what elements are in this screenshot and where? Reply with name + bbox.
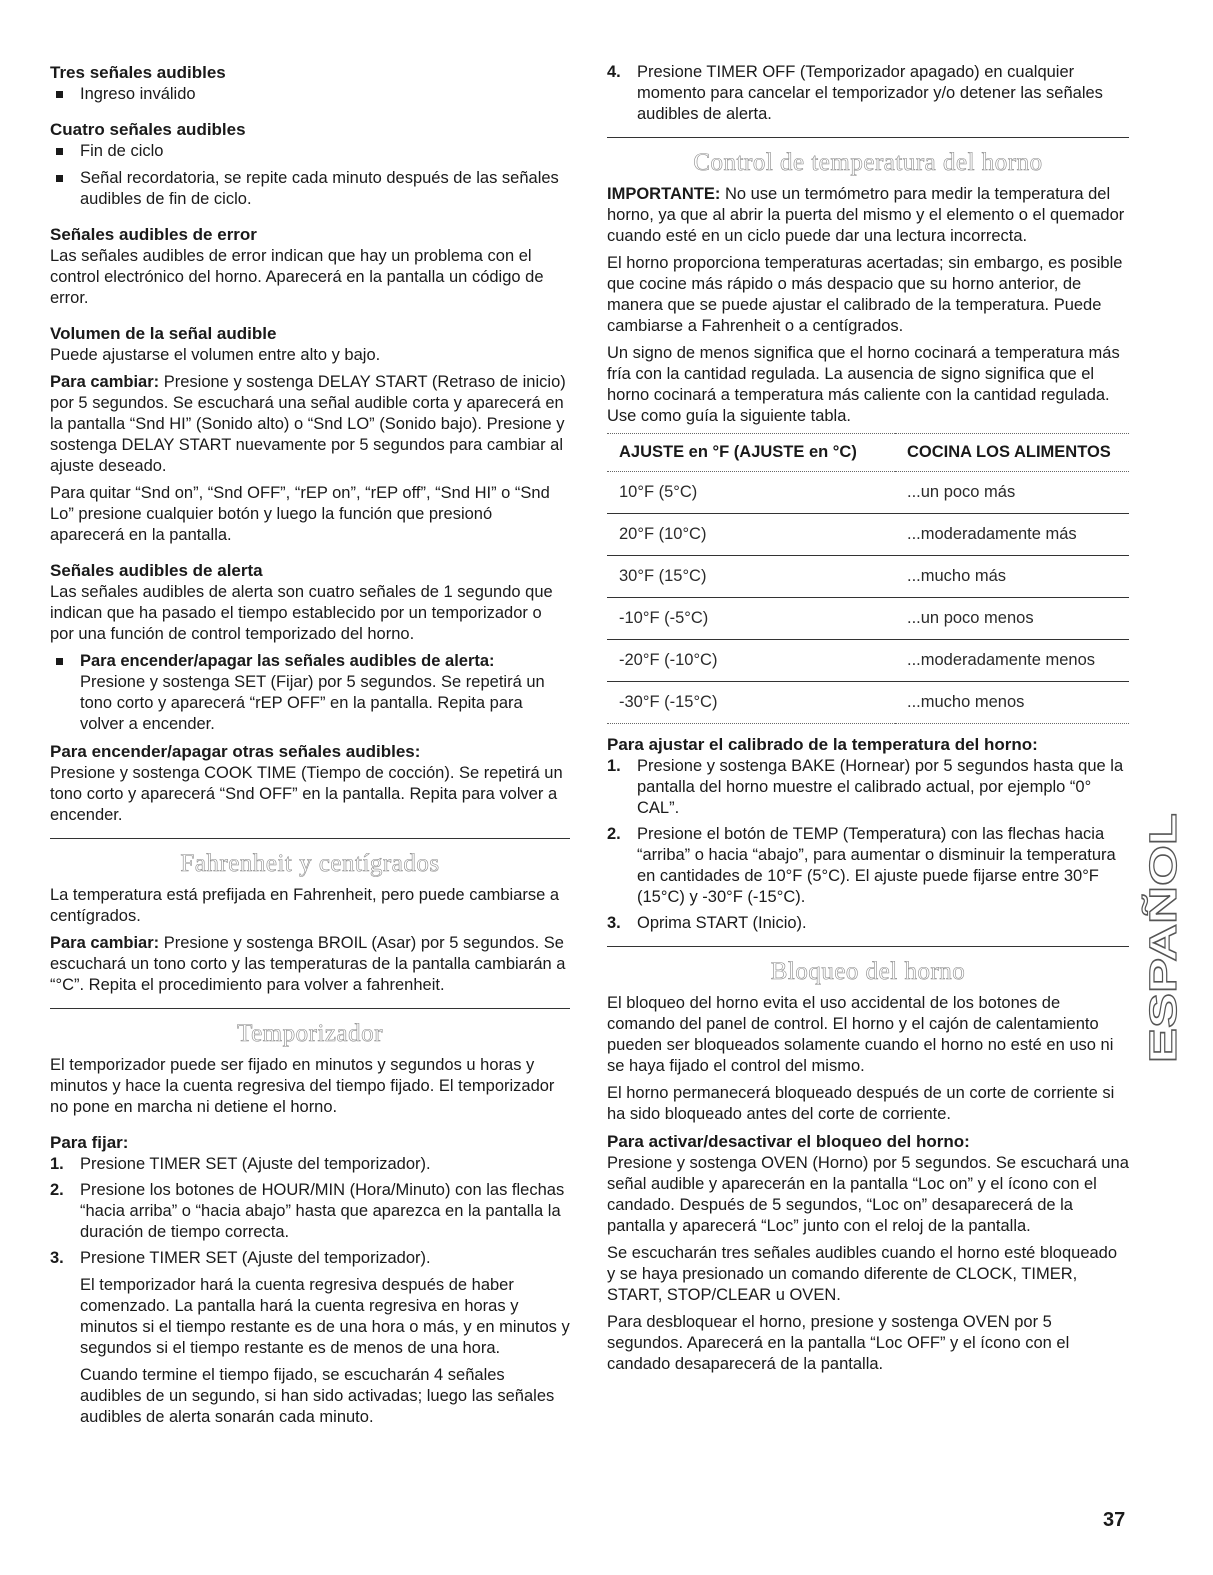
divider	[50, 838, 570, 839]
paragraph: El horno permanecerá bloqueado después de un corte de corriente si ha sido bloqueado antes del corte de corriente.	[607, 1084, 1115, 1123]
section-title-fahrenheit: Fahrenheit y centígrados	[180, 850, 440, 877]
list-item: Ingreso inválido	[50, 84, 570, 105]
table-row	[607, 514, 1129, 556]
divider	[50, 1008, 570, 1009]
paragraph	[50, 933, 570, 996]
step-number: 2.	[607, 825, 621, 843]
table-row	[607, 556, 1129, 598]
cell-cocina: ...un poco menos	[895, 598, 1129, 640]
list-cuatro-senales	[50, 141, 570, 210]
step-number: 4.	[607, 63, 621, 81]
table-header-row	[607, 434, 1129, 472]
heading-tres-senales: Tres señales audibles	[50, 63, 226, 82]
table-row	[607, 472, 1129, 514]
step-number: 2.	[50, 1181, 64, 1199]
table-row	[607, 640, 1129, 682]
step-text: Presione los botones de HOUR/MIN (Hora/Minuto) con las flechas “hacia arriba” o “hacia abajo” hasta que aparezca en la pantalla la duración de tiempo correcta.	[80, 1181, 565, 1241]
paragraph: Para desbloquear el horno, presione y sostenga OVEN por 5 segundos. Aparecerá en la pantalla “Loc OFF” y el ícono con el candado desaparecerá de la pantalla.	[607, 1313, 1070, 1373]
section-title-control-temperatura: Control de temperatura del horno	[693, 149, 1043, 176]
cell-ajuste: 10°F (5°C)	[607, 472, 895, 514]
column-header-ajuste: AJUSTE en °F (AJUSTE en °C)	[607, 434, 895, 472]
cell-cocina: ...un poco más	[895, 472, 1129, 514]
heading-senales-alerta: Señales audibles de alerta	[50, 561, 263, 580]
list-item	[50, 1180, 570, 1243]
paragraph: Un signo de menos significa que el horno cocinará a temperatura más fría con la cantidad regulada. La ausencia de signo significa que el horno cocinará a temperatura más caliente con la cantidad regulada. Use como guía la siguiente tabla.	[607, 344, 1120, 425]
list-item	[50, 1248, 570, 1428]
paragraph: La temperatura está prefijada en Fahrenheit, pero puede cambiarse a centígrados.	[50, 886, 560, 925]
bullet-title: Para encender/apagar las señales audibles de alerta:	[80, 652, 495, 670]
cell-ajuste: 30°F (15°C)	[607, 556, 895, 598]
table-row	[607, 598, 1129, 640]
paragraph: Presione y sostenga COOK TIME (Tiempo de cocción). Se repetirá un tono corto y aparecerá “Snd OFF” en la pantalla. Repita para volver a encender.	[50, 764, 563, 824]
cell-cocina: ...mucho menos	[895, 682, 1129, 724]
list-item	[607, 824, 1129, 908]
step-text: Oprima START (Inicio).	[637, 914, 807, 932]
step-paragraph: Cuando termine el tiempo fijado, se escucharán 4 señales audibles de un segundo, si han sido activadas; luego las señales audibles de alerta sonarán cada minuto.	[80, 1366, 555, 1426]
section-title-bloqueo: Bloqueo del horno	[770, 958, 966, 985]
table-row	[607, 682, 1129, 724]
step-paragraph: El temporizador hará la cuenta regresiva después de haber comenzado. La pantalla hará la cuenta regresiva en horas y minutos si el tiempo restante es de una hora o más, y en minutos y segundos si el tiempo restante es de menos de una hora.	[80, 1276, 570, 1357]
step-number: 1.	[607, 757, 621, 775]
left-column	[50, 62, 570, 1434]
list-alerta	[50, 651, 570, 735]
paragraph: Las señales audibles de alerta son cuatro señales de 1 segundo que indican que ha pasado el tiempo establecido por un temporizador o por una función de control temporizado del horno.	[50, 583, 553, 643]
paragraph: Presione y sostenga OVEN (Horno) por 5 segundos. Se escuchará una señal audible y aparecerán en la pantalla “Loc on” y el ícono con el candado. Después de 5 segundos, “Loc on” desaparecerá de la pantalla y aparecerá “Loc” junto con el reloj de la pantalla.	[607, 1154, 1129, 1235]
paragraph: Para quitar “Snd on”, “Snd OFF”, “rEP on”, “rEP off”, “Snd HI” o “Snd Lo” presione cualquier botón y luego la función que presionó aparecerá en la pantalla.	[50, 484, 550, 544]
list-tres-senales	[50, 84, 570, 105]
cell-ajuste: -10°F (-5°C)	[607, 598, 895, 640]
text-span: No use un termómetro para medir la temperatura del horno, ya que al abrir la puerta del mismo y el elemento o el quemador cuando esté en un ciclo puede dar una lectura incorrecta.	[607, 185, 1125, 245]
paragraph: Puede ajustarse el volumen entre alto y bajo.	[50, 346, 381, 364]
cell-ajuste: -20°F (-10°C)	[607, 640, 895, 682]
label-para-cambiar: Para cambiar:	[50, 934, 160, 952]
list-item	[607, 756, 1129, 819]
heading-calibrado: Para ajustar el calibrado de la temperatura del horno:	[607, 735, 1038, 754]
divider	[607, 946, 1129, 947]
label-para-cambiar: Para cambiar:	[50, 373, 160, 391]
heading-cuatro-senales: Cuatro señales audibles	[50, 120, 246, 139]
column-header-cocina: COCINA LOS ALIMENTOS	[895, 434, 1129, 472]
language-side-tab	[1143, 805, 1186, 1067]
cell-cocina: ...mucho más	[895, 556, 1129, 598]
step-text: Presione TIMER SET (Ajuste del temporizador).	[80, 1249, 431, 1267]
paragraph: Se escucharán tres señales audibles cuando el horno esté bloqueado y se haya presionado un comando diferente de CLOCK, TIMER, START, STOP/CLEAR u OVEN.	[607, 1244, 1118, 1304]
heading-activar-bloqueo: Para activar/desactivar el bloqueo del horno:	[607, 1132, 970, 1151]
step-number: 3.	[50, 1249, 64, 1267]
paragraph: El temporizador puede ser fijado en minutos y segundos u horas y minutos y hace la cuenta regresiva del tiempo fijado. El temporizador no pone en marcha ni detiene el horno.	[50, 1056, 555, 1116]
step-text: Presione el botón de TEMP (Temperatura) con las flechas hacia “arriba” o hacia “abajo”, para aumentar o disminuir la temperatura en cantidades de 10°F (5°C). El ajuste puede fijarse entre 30°F (15°C) y -30°F (-15°C).	[637, 825, 1116, 906]
step-number: 3.	[607, 914, 621, 932]
step-text: Presione y sostenga BAKE (Hornear) por 5 segundos hasta que la pantalla del horno muestre el calibrado actual, por ejemplo “0° CAL”.	[637, 757, 1124, 817]
paragraph: El bloqueo del horno evita el uso accidental de los botones de comando del panel de control. El horno y el cajón de calentamiento pueden ser bloqueados solamente cuando el horno no esté en uso ni se haya fijado el control del mismo.	[607, 994, 1114, 1075]
paragraph: Las señales audibles de error indican que hay un problema con el control electrónico del horno. Aparecerá en la pantalla un código de error.	[50, 247, 544, 307]
steps-temporizador-continued	[607, 62, 1129, 125]
step-text: Presione TIMER SET (Ajuste del temporizador).	[80, 1155, 431, 1173]
label-importante: IMPORTANTE:	[607, 185, 721, 203]
list-item: Fin de ciclo	[50, 141, 570, 162]
step-number: 1.	[50, 1155, 64, 1173]
right-column	[607, 62, 1129, 1381]
heading-senales-error: Señales audibles de error	[50, 225, 257, 244]
list-item: Señal recordatoria, se repite cada minuto después de las señales audibles de fin de ciclo.	[50, 168, 570, 210]
list-item	[607, 62, 1129, 125]
page-number: 37	[1103, 1509, 1126, 1531]
step-text: Presione TIMER OFF (Temporizador apagado) en cualquier momento para cancelar el temporizador y/o detener las señales audibles de alerta.	[637, 63, 1103, 123]
heading-otras-senales: Para encender/apagar otras señales audibles:	[50, 742, 421, 761]
language-side-tab-text: ESPAÑOL	[1143, 882, 1185, 1063]
divider	[607, 137, 1129, 138]
section-title-temporizador: Temporizador	[237, 1020, 383, 1047]
steps-temporizador	[50, 1154, 570, 1428]
list-item	[50, 1154, 570, 1175]
paragraph	[50, 372, 570, 477]
steps-calibrado	[607, 756, 1129, 934]
paragraph: El horno proporciona temperaturas acertadas; sin embargo, es posible que cocine más rápido o más despacio que su horno anterior, de manera que se puede ajustar el calibrado de la temperatura. Puede cambiarse a Fahrenheit o a centígrados.	[607, 254, 1123, 335]
text-span: Presione y sostenga DELAY START (Retraso de inicio) por 5 segundos. Se escuchará una señal audible corta y aparecerá en la pantalla “Snd HI” (Sonido alto) o “Snd LO” (Sonido bajo). Presione y sostenga DELAY START nuevamente por 5 segundos para cambiar al ajuste deseado.	[50, 373, 566, 475]
list-item	[50, 651, 570, 735]
cell-cocina: ...moderadamente menos	[895, 640, 1129, 682]
cell-ajuste: -30°F (-15°C)	[607, 682, 895, 724]
list-item	[607, 913, 1129, 934]
heading-para-fijar: Para fijar:	[50, 1133, 129, 1152]
bullet-text: Presione y sostenga SET (Fijar) por 5 segundos. Se repetirá un tono corto y aparecerá “rEP OFF” en la pantalla. Repita para volver a encender.	[80, 673, 545, 733]
calibration-table	[607, 433, 1129, 724]
paragraph	[607, 184, 1129, 247]
cell-ajuste: 20°F (10°C)	[607, 514, 895, 556]
text-span: Presione y sostenga BROIL (Asar) por 5 segundos. Se escuchará un tono corto y las temperaturas de la pantalla cambiarán a “°C”. Repita el procedimiento para volver a fahrenheit.	[50, 934, 566, 994]
heading-volumen: Volumen de la señal audible	[50, 324, 277, 343]
cell-cocina: ...moderadamente más	[895, 514, 1129, 556]
